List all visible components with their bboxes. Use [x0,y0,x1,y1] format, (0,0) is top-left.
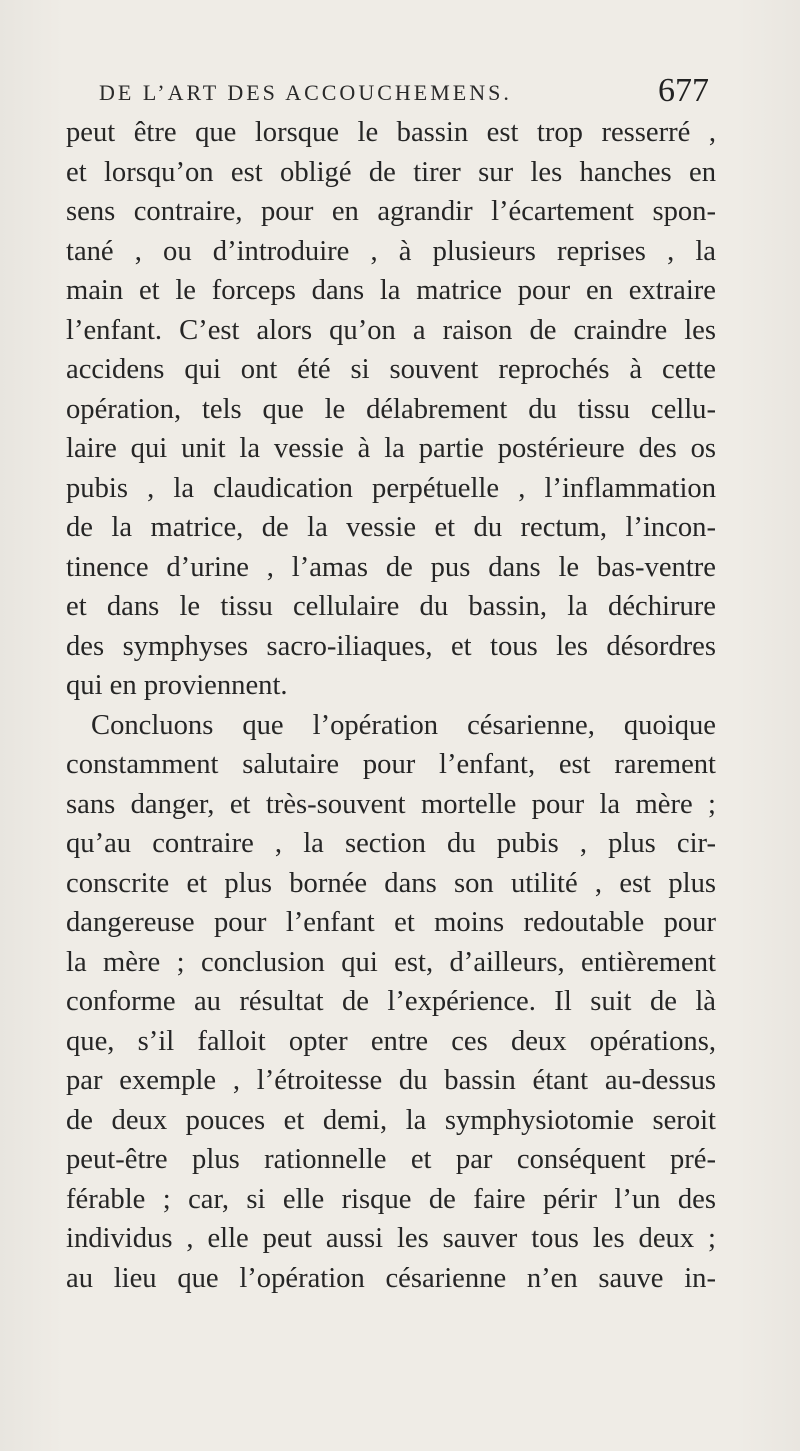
text-line: tinence d’urine , l’amas de pus dans le bas-ventre [66,551,716,583]
text-line: et lorsqu’on est obligé de tirer sur les hanches en [66,156,716,188]
text-line: peut être que lorsque le bassin est trop resserré , [66,117,716,148]
text-line: dangereuse pour l’enfant et moins redoutable pour [66,907,716,938]
text-line: férable ; car, si elle risque de faire périr l’un des [66,1183,716,1215]
text-line: que, s’il falloit opter entre ces deux opérations, [66,1025,716,1057]
text-line: conscrite et plus bornée dans son utilité , est plus [66,867,716,899]
text-line: individus , elle peut aussi les sauver tous les deux ; [66,1223,716,1254]
text-line: des symphyses sacro-iliaques, et tous les désordres [66,630,716,662]
text-line: sans danger, et très-souvent mortelle pour la mère ; [66,788,716,820]
text-line: accidens qui ont été si souvent reprochés à cette [66,354,716,385]
text-line: opération, tels que le délabrement du tissu cellu- [66,393,716,425]
text-line: conforme au résultat de l’expérience. Il suit de là [66,986,716,1017]
page-header [99,72,709,116]
text-line: peut-être plus rationnelle et par conséquent pré- [66,1144,716,1175]
running-title: DE L’ART DES ACCOUCHEMENS. [99,80,512,105]
text-line: au lieu que l’opération césarienne n’en sauve in- [66,1262,716,1294]
text-line: pubis , la claudication perpétuelle , l’inflammation [66,472,716,504]
text-line: de deux pouces et demi, la symphysiotomie seroit [66,1104,716,1136]
text-line: qui en proviennent. [66,670,288,701]
text-line: et dans le tissu cellulaire du bassin, la déchirure [66,591,716,622]
text-line: de la matrice, de la vessie et du rectum, l’incon- [66,512,716,543]
page-number: 677 [658,72,709,109]
text-line: constamment salutaire pour l’enfant, est rarement [66,749,716,780]
body-text [66,113,716,1298]
text-line: qu’au contraire , la section du pubis , plus cir- [66,828,716,859]
text-line: sens contraire, pour en agrandir l’écartement spon- [66,196,716,227]
text-line: tané , ou d’introduire , à plusieurs reprises , la [66,235,716,267]
text-line: Concluons que l’opération césarienne, quoique [91,709,716,741]
text-line: la mère ; conclusion qui est, d’ailleurs, entièrement [66,946,716,978]
text-line: l’enfant. C’est alors qu’on a raison de craindre les [66,314,716,346]
text-line: laire qui unit la vessie à la partie postérieure des os [66,433,716,464]
text-line: par exemple , l’étroitesse du bassin étant au-dessus [66,1065,716,1096]
text-line: main et le forceps dans la matrice pour en extraire [66,275,716,306]
